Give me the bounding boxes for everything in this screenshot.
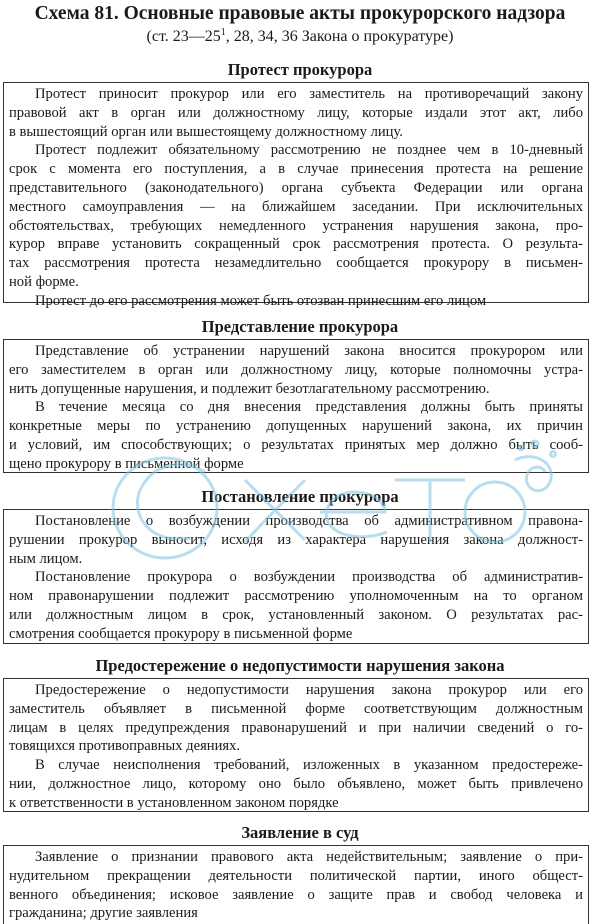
text-line: нить допущенные нарушения, и подлежит безотлагательному рассмотрению. bbox=[9, 380, 490, 397]
text-line: Протест подлежит обязательному рассмотрению не позднее чем в 10-дневный bbox=[35, 142, 583, 159]
text-line: ной форме. bbox=[9, 273, 79, 290]
text-line: Заявление о признании правового акта недействительным; заявление о при- bbox=[35, 849, 583, 865]
text-line: товящихся противоправных деяниях. bbox=[9, 738, 241, 755]
box-protest bbox=[3, 82, 589, 309]
text-line: Предостережение о недопустимости нарушения закона прокурор или его bbox=[35, 682, 583, 698]
text-line: в вышестоящий орган или вышестоящему должностному лицу. bbox=[9, 123, 403, 140]
text-line: Протест до его рассмотрения может быть отозван принесшим его лицом bbox=[35, 292, 487, 309]
text-line: его заместителем в орган или должностному лицу, которые полномочны устра- bbox=[9, 361, 583, 378]
text-line: представительного (законодательного) органа субъекта Федерации или органа bbox=[9, 179, 583, 196]
heading-resolution: Постановление прокурора bbox=[201, 487, 399, 506]
subtitle-suffix: , 28, 34, 36 Закона о прокуратуре) bbox=[225, 28, 454, 45]
text-line: нии, должностное лицо, которому оно было объявлено, может быть привлечено bbox=[9, 775, 583, 792]
text-line: к ответственности в установленном законом порядке bbox=[9, 794, 339, 811]
subtitle-prefix: (ст. 23—25 bbox=[146, 28, 221, 45]
text-line: ном правонарушении подлежит рассмотрению уполномоченным на то органом bbox=[9, 588, 583, 605]
page-subtitle bbox=[0, 27, 600, 47]
heading-protest: Протест прокурора bbox=[227, 60, 373, 79]
text-line: заместитель объявляет в письменной форме соответствующим должностным bbox=[9, 700, 583, 717]
text-line: гражданина; другие заявления bbox=[9, 905, 198, 922]
page-title: Схема 81. Основные правовые акты прокурорского надзора bbox=[34, 3, 566, 24]
text-line: Постановление о возбуждении производства об административном правона- bbox=[35, 513, 583, 529]
text-line: нудительном прекращении деятельности политической партии, иного общест- bbox=[9, 867, 583, 884]
text-line: тах рассмотрения протеста незамедлительно сообщается прокурору в письмен- bbox=[9, 255, 583, 272]
text-line: обстоятельствах, требующих немедленного устранения нарушения закона, про- bbox=[9, 217, 583, 234]
text-line: или должностным лицом в срок, установленный законом. О результатах рас- bbox=[9, 606, 583, 623]
text-line: щено прокурору в письменной форме bbox=[9, 455, 244, 472]
text-line: лицам в целях предупреждения правонарушений и при наличии сведений о го- bbox=[9, 719, 583, 736]
heading-court-application: Заявление в суд bbox=[241, 823, 359, 842]
text-line: смотрения сообщается прокурору в письменной форме bbox=[9, 625, 353, 642]
heading-warning: Предостережение о недопустимости нарушения закона bbox=[95, 656, 505, 675]
text-line: венного объединения; исковое заявление о защите прав и свобод человека и bbox=[9, 886, 583, 903]
text-line: В случае неисполнения требований, изложенных в указанном предостереже- bbox=[35, 757, 583, 774]
text-line: курор вправе установить сокращенный срок рассмотрения протеста. О результа- bbox=[9, 236, 583, 253]
text-line: Протест приносит прокурор или его заместитель на противоречащий закону bbox=[35, 86, 583, 102]
text-line: Представление об устранении нарушений закона вносится прокурором или bbox=[35, 343, 583, 359]
text-line: правовой акт в орган или должностному лицу, которые издали этот акт, либо bbox=[9, 104, 583, 121]
text-line: рушении прокурор выносит, исходя из характера нарушения закона должност- bbox=[9, 531, 583, 548]
heading-representation: Представление прокурора bbox=[201, 317, 399, 336]
text-line: местного самоуправления — на ближайшем заседании. При исключительных bbox=[9, 198, 583, 215]
box-court-application bbox=[3, 845, 589, 924]
box-resolution bbox=[3, 509, 589, 644]
text-line: В течение месяца со дня внесения представления должны быть приняты bbox=[35, 399, 583, 416]
text-line: ным лицом. bbox=[9, 550, 83, 567]
subtitle-superscript: 1 bbox=[220, 27, 226, 38]
text-line: и условий, им способствующих; о результатах принятых мер должно быть сооб- bbox=[9, 436, 583, 453]
box-representation bbox=[3, 339, 589, 473]
text-line: Постановление прокурора о возбуждении производства об административ- bbox=[35, 569, 583, 586]
text-line: конкретные меры по устранению допущенных нарушений закона, их причин bbox=[9, 418, 583, 435]
box-warning bbox=[3, 678, 589, 812]
text-line: срок с момента его поступления, а в случае принесения протеста на решение bbox=[9, 161, 583, 178]
